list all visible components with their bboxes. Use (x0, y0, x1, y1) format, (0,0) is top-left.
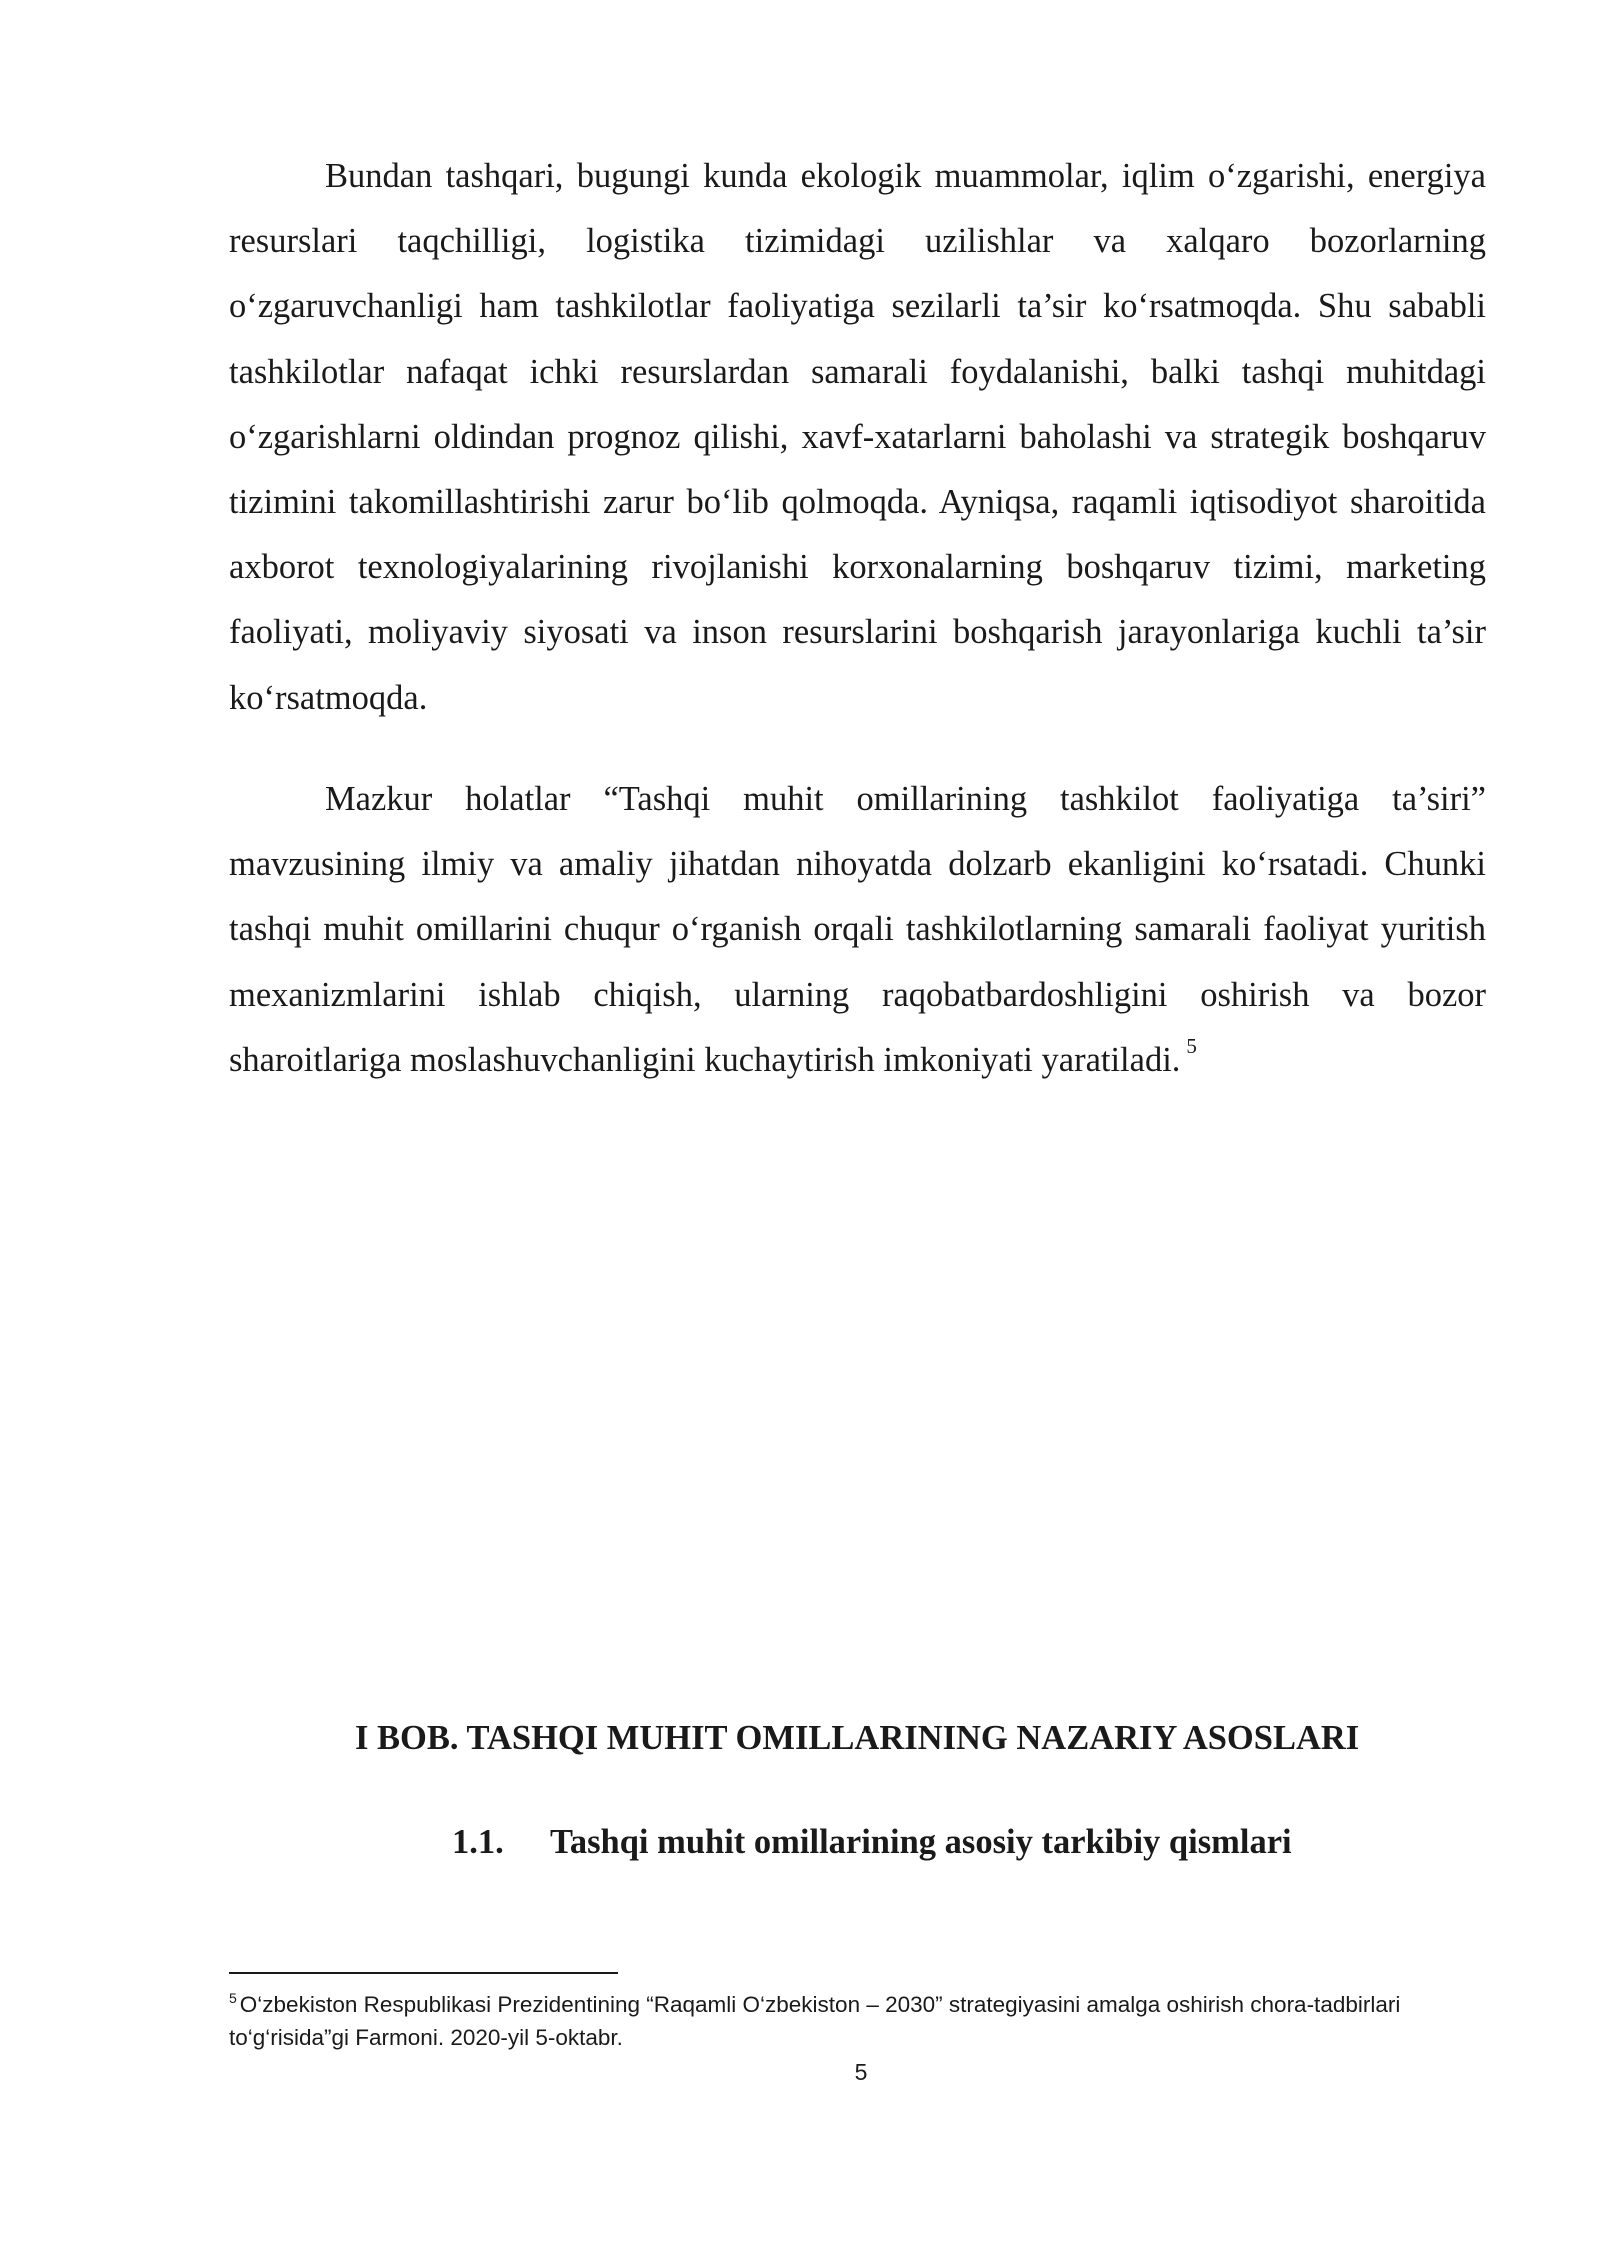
section-number: 1.1. (452, 1823, 504, 1861)
paragraph-2-text: Mazkur holatlar “Tashqi muhit omillarining tashkilot faoliyatiga ta’siri” mavzusining ilmiy va amaliy jihatdan nihoyatda dolzarb ekanligini ko‘rsatadi. Chunki tashqi muhit omillarini chuqur o‘rganish orqali tashkilotlarning samarali faoliyat yuritish mexanizmlarini ishlab chiqish, ularning raqobatbardoshligini oshirish va bozor sharoitlariga moslashuvchanligini kuchaytirish imkoniyati yaratiladi. (229, 780, 1486, 1079)
section-heading (452, 1818, 1292, 1866)
footnote-reference[interactable]: 5 (1186, 1033, 1197, 1058)
footnote-text: O‘zbekiston Respublikasi Prezidentining “Raqamli O‘zbekiston – 2030” strategiyasini amalga oshirish chora-tadbirlari to‘g‘risida”gi Farmoni. 2020-yil 5-oktabr. (229, 1992, 1401, 2050)
footnote (229, 1988, 1486, 2054)
section-title: Tashqi muhit omillarining asosiy tarkibiy qismlari (550, 1823, 1292, 1861)
footnote-marker: 5 (229, 1990, 237, 2006)
paragraph-2 (229, 767, 1486, 1093)
chapter-title: I BOB. TASHQI MUHIT OMILLARINING NAZARIY ASOSLARI (355, 1719, 1360, 1757)
footnote-separator (229, 1972, 618, 1974)
page-number: 5 (854, 2059, 868, 2085)
paragraph-1: Bundan tashqari, bugungi kunda ekologik muammolar, iqlim o‘zgarishi, energiya resurslari taqchilligi, logistika tizimidagi uzilishlar va xalqaro bozorlarning o‘zgaruvchanligi ham tashkilotlar faoliyatiga sezilarli ta’sir ko‘rsatmoqda. Shu sababli tashkilotlar nafaqat ichki resurslardan samarali foydalanishi, balki tashqi muhitdagi o‘zgarishlarni oldindan prognoz qilishi, xavf-xatarlarni baholashi va strategik boshqaruv tizimini takomillashtirishi zarur bo‘lib qolmoqda. Ayniqsa, raqamli iqtisodiyot sharoitida axborot texnologiyalarining rivojlanishi korxonalarning boshqaruv tizimi, marketing faoliyati, moliyaviy siyosati va inson resurslarini boshqarish jarayonlariga kuchli ta’sir ko‘rsatmoqda. (229, 157, 1486, 717)
